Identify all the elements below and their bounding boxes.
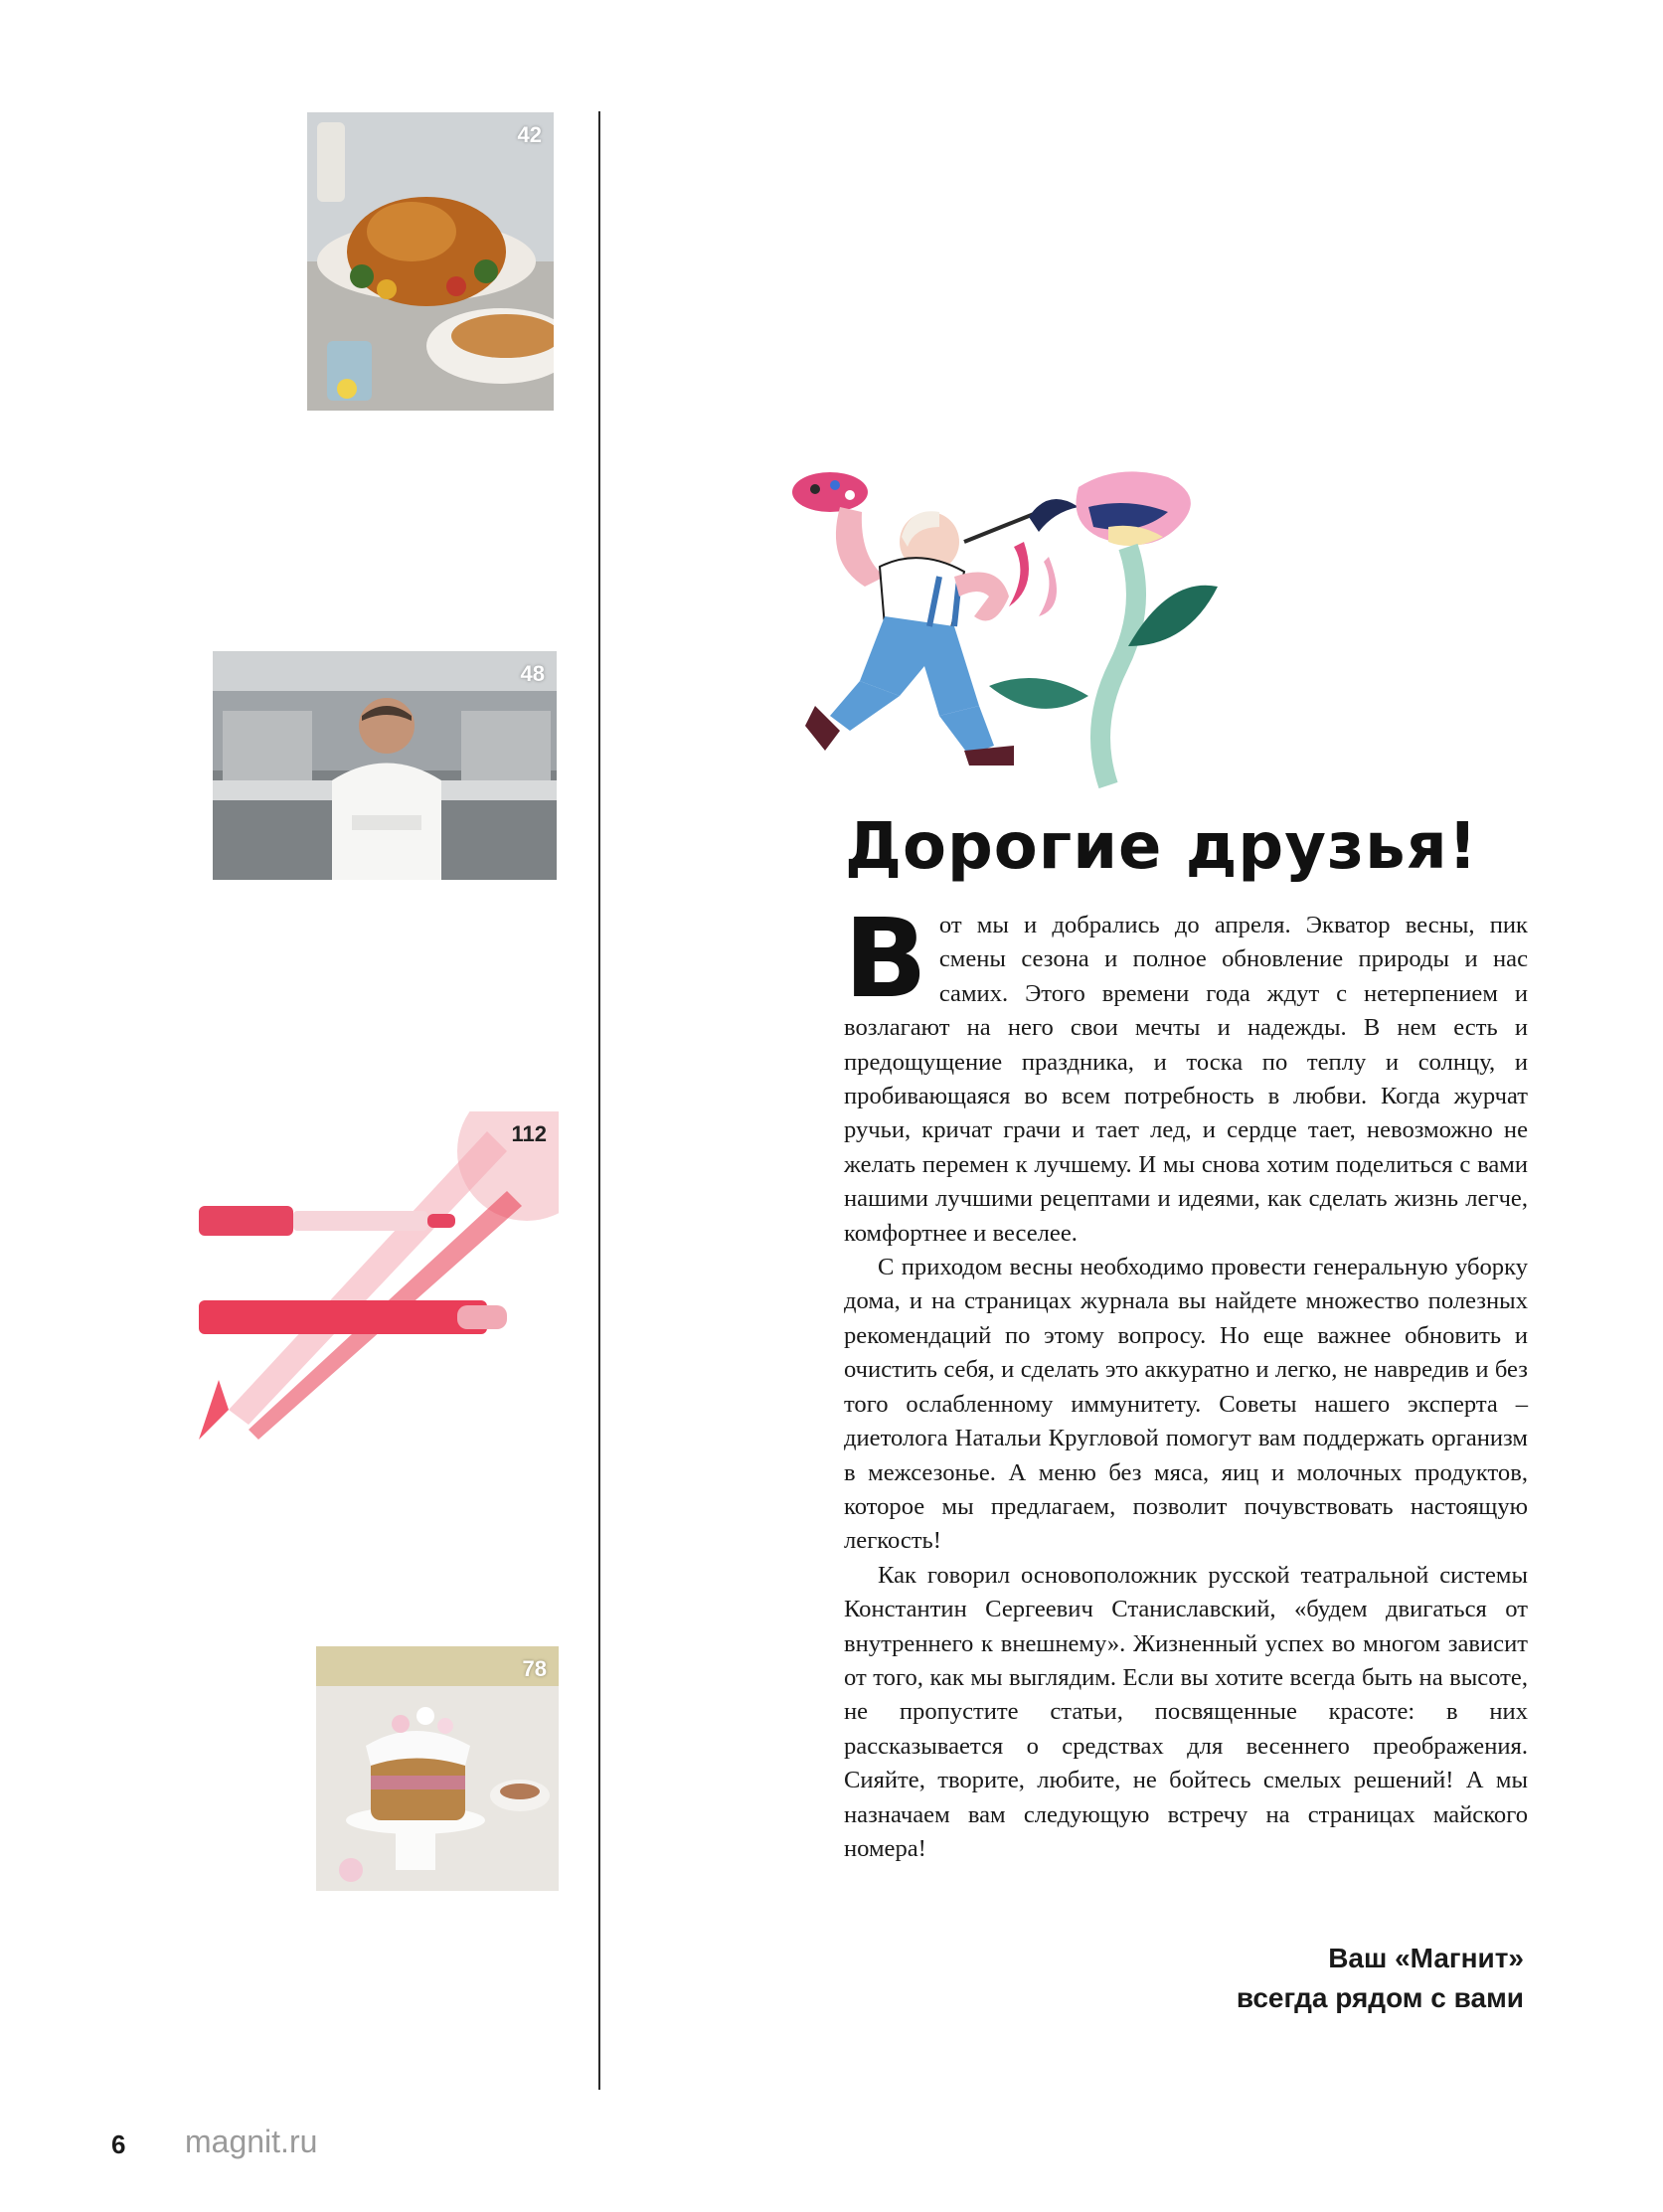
roast-chicken-photo bbox=[307, 112, 554, 411]
contents-column bbox=[0, 0, 596, 2212]
editorial-paragraph: Как говорил основоположник русской театральной системы Константин Сергеевич Станиславский, «будем двигаться от внутреннего к внешнему». Жизненный успех во многом зависит от того, как мы выглядим. Если вы хотите всегда быть на высоте, не пропустите статьи, посвященные красоте: в них рассказывается о средствах для весеннего преображения. Сияйте, творите, любите, не бойтесь смелых решений! А мы назначаем вам следующую встречу на страницах майского номера! bbox=[844, 1561, 1528, 1862]
editorial-illustration bbox=[790, 467, 1218, 795]
editorial-paragraph: С приходом весны необходимо провести генеральную уборку дома, и на страницах журнала вы найдете множество полезных рекомендаций по этому вопросу. Но еще важнее обновить и очистить себя, и сделать это аккуратно и легко, не навредив и без того ослабленному иммунитету. Советы нашего эксперта – диетолога Натальи Кругловой помогут вам поддержать организм в межсезонье. А меню без мяса, яиц и молочных продуктов, которое мы предлагаем, позволит почувствовать настоящую легкость! bbox=[844, 1254, 1528, 1555]
painter-with-flower-illustration bbox=[790, 467, 1218, 795]
editorial-headline: Дорогие друзья! bbox=[845, 810, 1478, 884]
teaser-image-lip-gloss[interactable] bbox=[189, 1111, 559, 1449]
signature-line: всегда рядом с вами bbox=[1236, 1982, 1524, 2013]
column-divider bbox=[598, 111, 600, 2090]
teaser-image-roast-chicken[interactable] bbox=[307, 112, 554, 411]
drop-cap: В bbox=[844, 895, 927, 1022]
footer-site-link[interactable]: magnit.ru bbox=[185, 2124, 318, 2159]
editorial-body bbox=[844, 895, 1528, 1866]
teaser-page-number: 78 bbox=[522, 1656, 547, 1681]
teaser-page-number: 112 bbox=[511, 1121, 547, 1146]
signature-line: Ваш «Магнит» bbox=[1328, 1943, 1524, 1973]
footer-page-number: 6 bbox=[111, 2129, 126, 2159]
editorial-signature bbox=[1237, 1939, 1524, 2018]
editorial-paragraph-text: от мы и добрались до апреля. Экватор весны, пик смены сезона и полное обновление природы и нас самих. Этого времени года ждут с нетерпением и возлагают на него свои мечты и надежды. В нем есть и предощущение праздника, и тоска по теплу и солнцу, и пробивающаяся во всем потребность в любви. Когда журчат ручьи, кричат грачи и тает лед, и сердце тает, невозможно не желать перемен к лучшему. И мы снова хотим поделиться с вами нашими лучшими рецептами и идеями, как сделать жизнь легче, комфортнее и веселее. bbox=[844, 912, 1528, 1247]
teaser-page-number: 48 bbox=[520, 661, 545, 686]
chef-in-kitchen-photo bbox=[213, 651, 557, 880]
teaser-page-number: 42 bbox=[517, 122, 542, 147]
easter-cake-photo bbox=[316, 1646, 559, 1891]
lip-gloss-photo bbox=[189, 1111, 559, 1449]
teaser-image-easter-cake[interactable] bbox=[316, 1646, 559, 1891]
teaser-image-chef[interactable] bbox=[213, 651, 557, 880]
editorial-paragraph bbox=[844, 895, 1528, 1251]
